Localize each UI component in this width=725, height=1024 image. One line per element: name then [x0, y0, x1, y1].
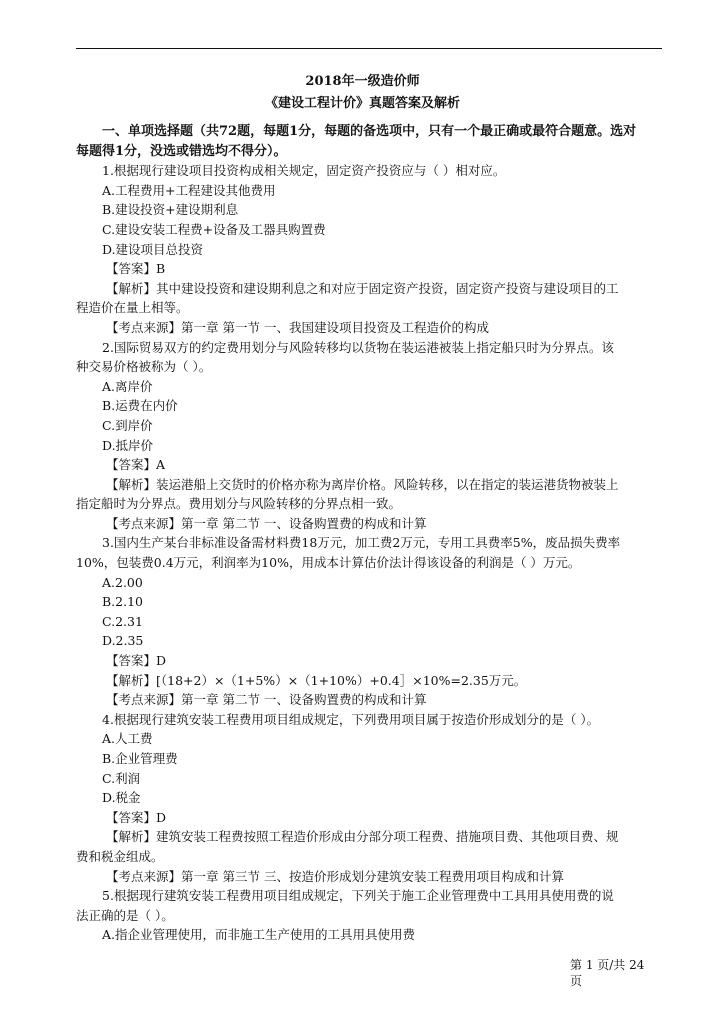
- text-line: A.人工费: [102, 731, 153, 747]
- text-line: 【考点来源】第一章 第三节 三、按造价形成划分建筑安装工程费用项目构成和计算: [106, 868, 564, 884]
- text-line: A.离岸价: [102, 378, 153, 394]
- text-line: 【答案】B: [106, 261, 166, 277]
- page-number-continued: 页: [570, 974, 583, 988]
- text-line: B.企业管理费: [102, 751, 178, 766]
- text-line: C.到岸价: [102, 417, 153, 433]
- text-line: D.2.35: [102, 633, 144, 649]
- text-line: 2.国际贸易双方的约定费用划分与风险转移均以货物在装运港被装上指定船只时为分界点。该: [102, 339, 614, 355]
- text-line: 指定船时为分界点。费用划分与风险转移的分界点相一致。: [76, 496, 402, 512]
- text-line: A.工程费用+工程建设其他费用: [102, 182, 276, 198]
- text-line: C.建设安装工程费+设备及工器具购置费: [102, 221, 326, 237]
- text-line: A.指企业管理使用，而非施工生产使用的工具用具使用费: [102, 927, 416, 943]
- text-line: A.2.00: [102, 574, 143, 590]
- text-line: 1.根据现行建设项目投资构成相关规定，固定资产投资应与（ ）相对应。: [102, 163, 506, 179]
- document-subtitle: 《建设工程计价》真题答案及解析: [264, 96, 460, 111]
- text-line: 10%，包装费0.4万元，利润率为10%，用成本计算估价法计得该设备的利润是（ ）万元。: [76, 555, 581, 571]
- text-line: D.抵岸价: [102, 437, 154, 453]
- text-line: 一、单项选择题（共72题，每题1分，每题的备选项中，只有一个最正确或最符合题意。选对: [102, 124, 637, 139]
- page-footer: [570, 957, 644, 989]
- text-line: 【考点来源】第一章 第一节 一、我国建设项目投资及工程造价的构成: [106, 319, 489, 335]
- document-title: 2018年一级造价师: [305, 74, 420, 89]
- text-line: B.运费在内价: [102, 398, 178, 414]
- text-line: D.建设项目总投资: [102, 241, 204, 257]
- document-body: [76, 122, 666, 945]
- text-line: 费和税金组成。: [76, 848, 164, 864]
- text-line: 5.根据现行建筑安装工程费用项目组成规定，下列关于施工企业管理费中工具用具使用费的说: [102, 888, 614, 904]
- text-line: 程造价在量上相等。: [76, 300, 189, 316]
- text-line: 【考点来源】第一章 第二节 一、设备购置费的构成和计算: [106, 692, 427, 708]
- text-line: B.建设投资+建设期利息: [102, 202, 239, 218]
- text-line: D.税金: [102, 790, 141, 806]
- text-line: 【答案】D: [106, 809, 167, 825]
- text-line: 种交易价格被称为（ ）。: [76, 359, 212, 375]
- header-rule: [76, 48, 662, 49]
- text-line: 【解析】建筑安装工程费按照工程造价形成由分部分项工程费、措施项目费、其他项目费、规: [106, 829, 619, 845]
- text-line: 【解析】其中建设投资和建设期利息之和对应于固定资产投资，固定资产投资与建设项目的工: [106, 280, 619, 296]
- text-line: 3.国内生产某台非标准设备需材料费18万元，加工费2万元，专用工具费率5%，废品损失费率: [102, 535, 621, 551]
- text-line: 【答案】D: [106, 653, 167, 669]
- text-line: C.2.31: [102, 613, 143, 629]
- text-line: 【考点来源】第一章 第二节 一、设备购置费的构成和计算: [106, 515, 427, 531]
- text-line: 4.根据现行建筑安装工程费用项目组成规定，下列费用项目属于按造价形成划分的是（ ）。: [102, 711, 600, 727]
- text-line: 每题得1分，没选或错选均不得分）。: [76, 143, 287, 159]
- page-number: 第 1 页/共 24: [570, 958, 645, 972]
- text-line: 【答案】A: [106, 457, 166, 473]
- text-line: 【解析】[（18+2）×（1+5%）×（1+10%）+0.4］×10%=2.35万元。: [106, 672, 527, 688]
- text-line: C.利润: [102, 770, 141, 786]
- text-line: B.2.10: [102, 594, 143, 610]
- text-line: 【解析】装运港船上交货时的价格亦称为离岸价格。风险转移，以在指定的装运港货物被装上: [106, 476, 619, 492]
- text-line: 法正确的是（ ）。: [76, 907, 174, 923]
